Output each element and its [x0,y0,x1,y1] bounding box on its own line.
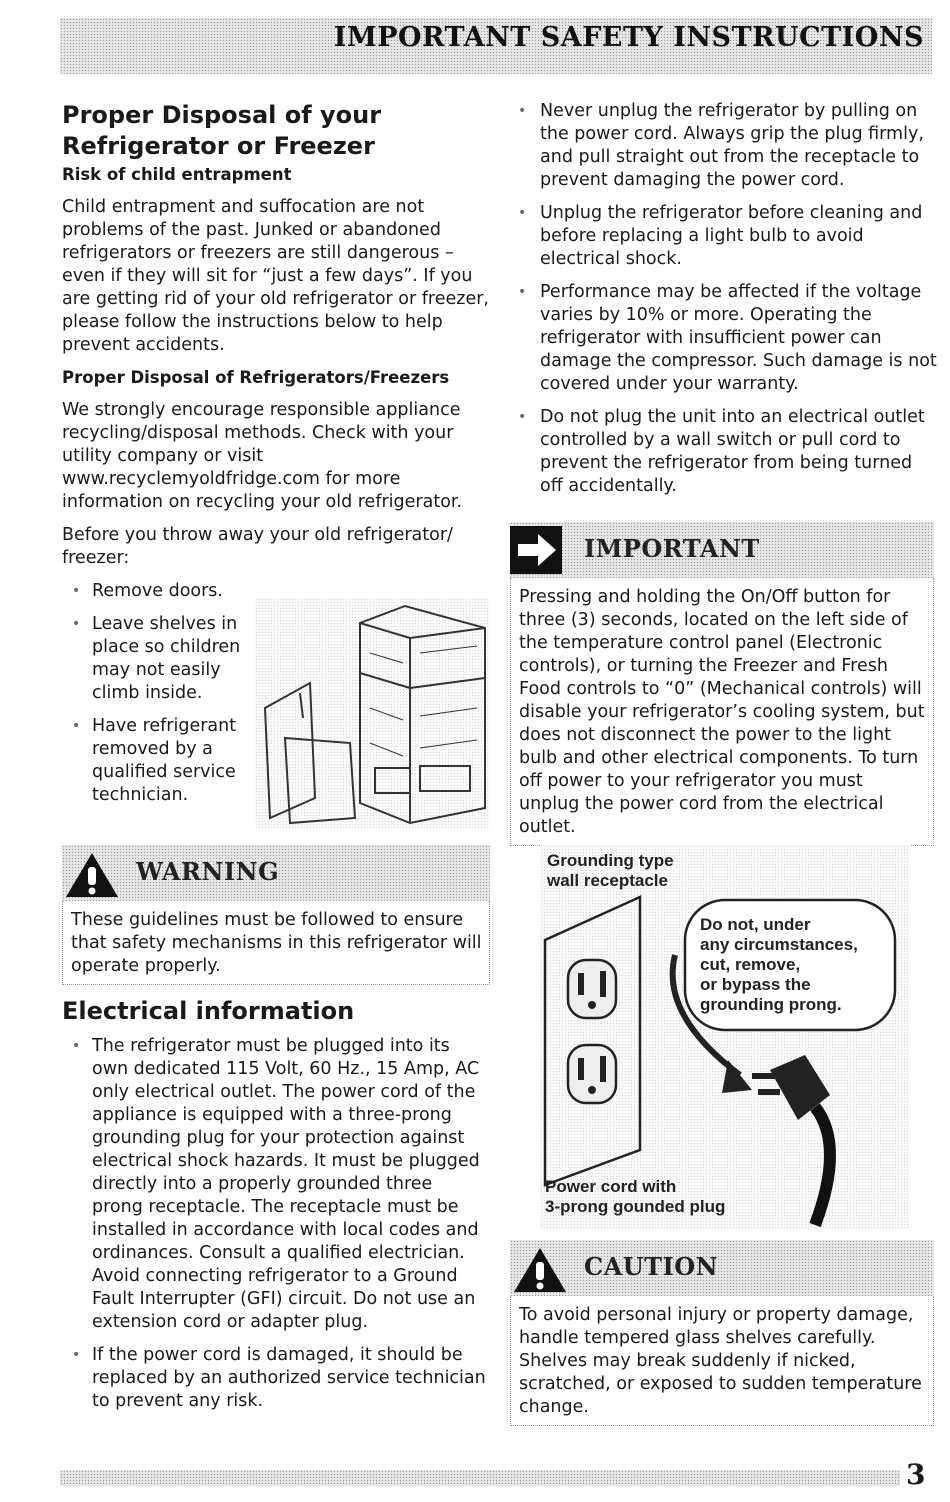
electrical-heading: Electrical information [62,997,355,1025]
callout-line: any circumstances, [700,935,858,954]
warning-label: WARNING [136,857,280,886]
warning-text: These guidelines must be followed to ensure that safety mechanisms in this refrigerator will operate properly. [62,901,490,985]
important-box [510,522,934,846]
receptacle-illustration [540,845,910,1230]
list-item: • The refrigerator must be plugged into its own dedicated 115 Volt, 60 Hz., 15 Amp, AC only electrical outlet. The power cord of the appliance is equipped with a three-prong grounding plug for your protection against electrical shock hazards. It must be plugged directly into a properly grounded three prong receptacle. The receptacle must be installed in accordance with local codes and ordinances. Consult a qualified electrician. Avoid connecting refrigerator to a Ground Fault Interrupter (GFI) circuit. Do not use an extension cord or adapter plug. [62,1035,488,1334]
important-text: Pressing and holding the On/Off button for three (3) seconds, located on the left side of the temperature control panel (Electronic controls), or turning the Freezer and Fresh Food controls to “0” (Mechanical controls) will disable your refrigerator’s cooling system, but does not disconnect the power to the light bulb and other electrical components. To turn off power to your refrigerator you must unplug the power cord from the electrical outlet. [510,578,934,846]
callout-line: or bypass the [700,975,811,994]
callout-line: Do not, under [700,915,811,934]
list-item: • If the power cord is damaged, it should be replaced by an authorized service technician to prevent any risk. [62,1344,488,1413]
callout-line: cut, remove, [700,955,801,974]
risk-subheading: Risk of child entrapment [62,165,292,184]
page-title: IMPORTANT SAFETY INSTRUCTIONS [333,22,924,53]
caution-box [510,1240,934,1426]
caution-text: To avoid personal injury or property damage, handle tempered glass shelves carefully. Shelves may break suddenly if nicked, scratched, or exposed to sudden temperature change. [510,1296,934,1426]
callout-text [700,915,858,1015]
before-throw-paragraph: Before you throw away your old refrigerator/ freezer: [62,525,453,568]
caution-triangle-icon [512,1246,568,1294]
footer-bar [60,1470,900,1486]
outlet-and-plug-icon [540,845,910,1230]
electrical-bullets [62,1035,488,1413]
disposal-heading-line1: Proper Disposal of your [62,101,382,129]
disposal-heading [62,100,492,162]
warning-box [62,845,490,985]
power-cord-label [545,1177,725,1217]
refrigerator-icon [255,598,490,828]
receptacle-label-line2: wall receptacle [547,871,668,890]
disposal-bullets [62,580,252,807]
receptacle-label-line1: Grounding type [547,851,674,870]
list-item: • Unplug the refrigerator before cleaning and before replacing a light bulb to avoid electrical shock. [512,202,937,271]
power-cord-bullets [512,100,937,498]
disposal-heading-line2: Refrigerator or Freezer [62,132,375,160]
header-banner [60,18,932,74]
cord-label-line2: 3-prong gounded plug [545,1197,726,1216]
list-item: • Remove doors. [62,580,252,603]
important-header [510,522,934,578]
list-item: • Do not plug the unit into an electrical outlet controlled by a wall switch or pull cord to prevent the refrigerator from being turned off accidentally. [512,406,937,498]
important-label: IMPORTANT [584,534,760,563]
caution-header [510,1240,934,1296]
fridge-illustration [255,598,490,828]
electrical-section [62,996,492,1413]
proper-disposal-subheading: Proper Disposal of Refrigerators/Freezers [62,368,450,387]
arrow-right-icon [510,526,562,574]
warning-header [62,845,490,901]
cord-label-line1: Power cord with [545,1177,677,1196]
right-column [512,100,937,498]
page-number: 3 [906,1458,926,1491]
list-item: • Have refrigerant removed by a qualified service technician. [62,715,252,807]
risk-paragraph: Child entrapment and suffocation are not problems of the past. Junked or abandoned refrigerators or freezers are still dangerous – even if they will sit for “just a few days”. If you are getting rid of your old refrigerator or freezer, please follow the instructions below to help prevent accidents. [62,197,489,355]
warning-triangle-icon [64,851,120,899]
caution-label: CAUTION [584,1252,719,1281]
proper-disposal-paragraph: We strongly encourage responsible appliance recycling/disposal methods. Check with your utility company or visit www.recyclemyoldfridge.com for more information on recycling your old refrigerator. [62,400,463,512]
list-item: • Never unplug the refrigerator by pulling on the power cord. Always grip the plug firmly, and pull straight out from the receptacle to prevent damaging the power cord. [512,100,937,192]
list-item: • Leave shelves in place so children may not easily climb inside. [62,613,252,705]
callout-line: grounding prong. [700,995,842,1014]
list-item: • Performance may be affected if the voltage varies by 10% or more. Operating the refrigerator with insufficient power can damage the compressor. Such damage is not covered under your warranty. [512,281,937,396]
